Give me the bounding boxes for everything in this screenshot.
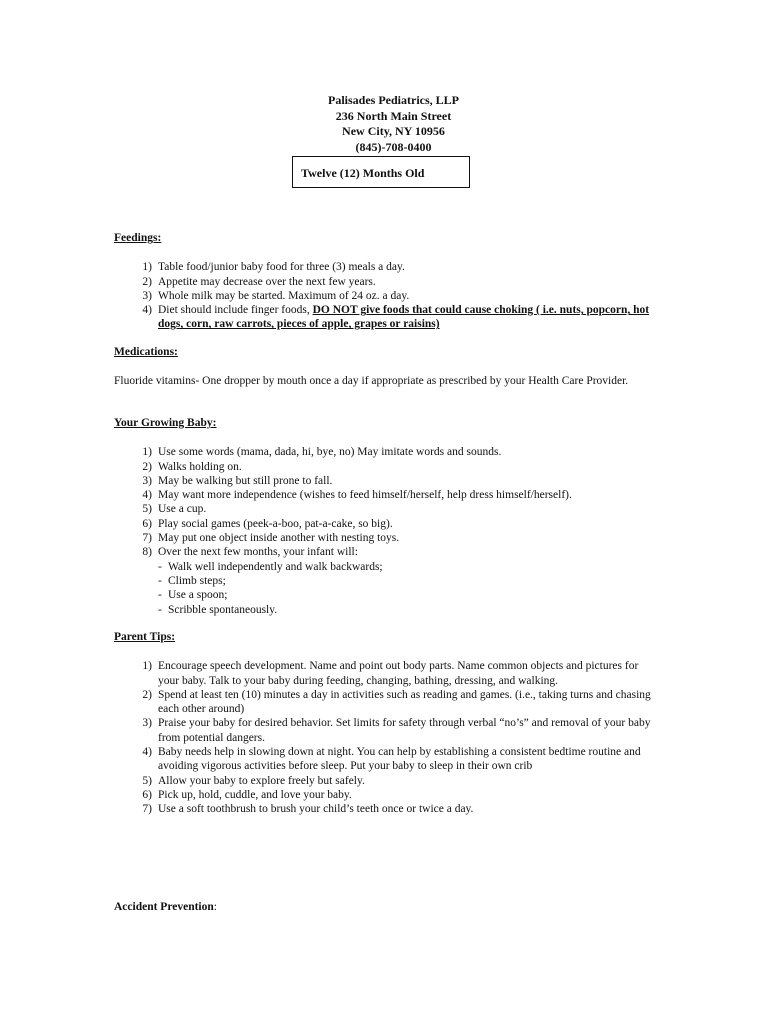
- medications-section: [114, 345, 674, 389]
- accident-prevention-heading: Accident Prevention: [114, 901, 214, 913]
- list-item: 6) Play social games (peek-a-boo, pat-a-cake, so big).: [142, 517, 393, 530]
- parent-tips-list: [114, 659, 662, 816]
- list-item: - Walk well independently and walk backwards;: [158, 560, 383, 573]
- list-item: 1) Encourage speech development. Name and point out body parts. Name common objects and pictures for your baby. Talk to your baby during feeding, changing, bathing, dressing, and walking.: [142, 660, 639, 687]
- list-item: 3) May be walking but still prone to fall.: [142, 474, 333, 487]
- list-item: 1) Table food/junior baby food for three (3) meals a day.: [142, 261, 405, 274]
- growing-baby-section: [114, 416, 674, 617]
- do-not-warning: DO NOT: [312, 304, 358, 317]
- list-item: 4) Baby needs help in slowing down at night. You can help by establishing a consistent bedtime routine and avoiding vigorous activities before sleep. Put your baby to sleep in their own crib: [142, 746, 641, 773]
- list-item: 4) May want more independence (wishes to feed himself/herself, help dress himself/herself).: [142, 489, 572, 502]
- list-item: 2) Walks holding on.: [142, 460, 242, 473]
- list-item: 2) Appetite may decrease over the next few years.: [142, 275, 376, 288]
- list-item: - Climb steps;: [158, 574, 226, 587]
- practice-header: [0, 93, 770, 155]
- list-item: 5) Allow your baby to explore freely but safely.: [142, 774, 365, 787]
- list-item: - Use a spoon;: [158, 589, 228, 602]
- age-title: Twelve (12) Months Old: [301, 166, 425, 180]
- list-item: 7) Use a soft toothbrush to brush your child’s teeth once or twice a day.: [142, 803, 474, 816]
- list-item: 2) Spend at least ten (10) minutes a day in activities such as reading and games. (i.e., taking turns and chasing each other around): [142, 688, 651, 716]
- parent-tips-heading: Parent Tips:: [114, 631, 176, 643]
- practice-street: 236 North Main Street: [335, 108, 452, 123]
- medications-text: Fluoride vitamins- One dropper by mouth once a day if appropriate as prescribed by your Health Care Provider.: [114, 375, 629, 388]
- feedings-heading: Feedings:: [114, 232, 162, 244]
- list-item: 7) May put one object inside another with nesting toys.: [142, 532, 400, 545]
- parent-tips-section: [114, 630, 674, 817]
- choking-warning: give foods that could cause choking ( i.e. nuts, popcorn, hot dogs, corn, raw carrots, pieces of apple, grapes or raisins): [158, 304, 650, 331]
- medications-heading: Medications:: [114, 346, 178, 358]
- age-title-box: [292, 156, 470, 188]
- list-item: 6) Pick up, hold, cuddle, and love your baby.: [142, 788, 352, 801]
- list-item: 5) Use a cup.: [142, 503, 207, 516]
- practice-city: New City, NY 10956: [342, 124, 445, 138]
- accident-prevention-colon: :: [213, 901, 217, 913]
- accident-prevention-section: [114, 900, 674, 914]
- feedings-section: [114, 231, 674, 332]
- milestone-sublist: [158, 560, 674, 617]
- feedings-list: [114, 260, 674, 331]
- list-item: - Scribble spontaneously.: [158, 603, 278, 616]
- growing-baby-list: [114, 445, 674, 617]
- list-item: 8) Over the next few months, your infant will: - Walk well independently and walk backwards; - Climb steps; - Use a spoon; - Scribble spontaneously.: [114, 545, 674, 616]
- list-item: 4) Diet should include finger foods, DO NOT give foods that could cause choking ( i.e. nuts, popcorn, hot dogs, corn, raw carrots, pieces of apple, grapes or raisins): [142, 304, 650, 331]
- practice-name: Palisades Pediatrics, LLP: [328, 93, 459, 107]
- list-item: 3) Whole milk may be started. Maximum of 24 oz. a day.: [142, 289, 410, 302]
- growing-baby-heading: Your Growing Baby:: [114, 417, 217, 429]
- list-item: 1) Use some words (mama, dada, hi, bye, no) May imitate words and sounds.: [142, 446, 502, 459]
- list-item: 3) Praise your baby for desired behavior. Set limits for safety through verbal “no’s” and removal of your baby from potential dangers.: [142, 717, 651, 744]
- practice-phone: (845)-708-0400: [355, 139, 432, 154]
